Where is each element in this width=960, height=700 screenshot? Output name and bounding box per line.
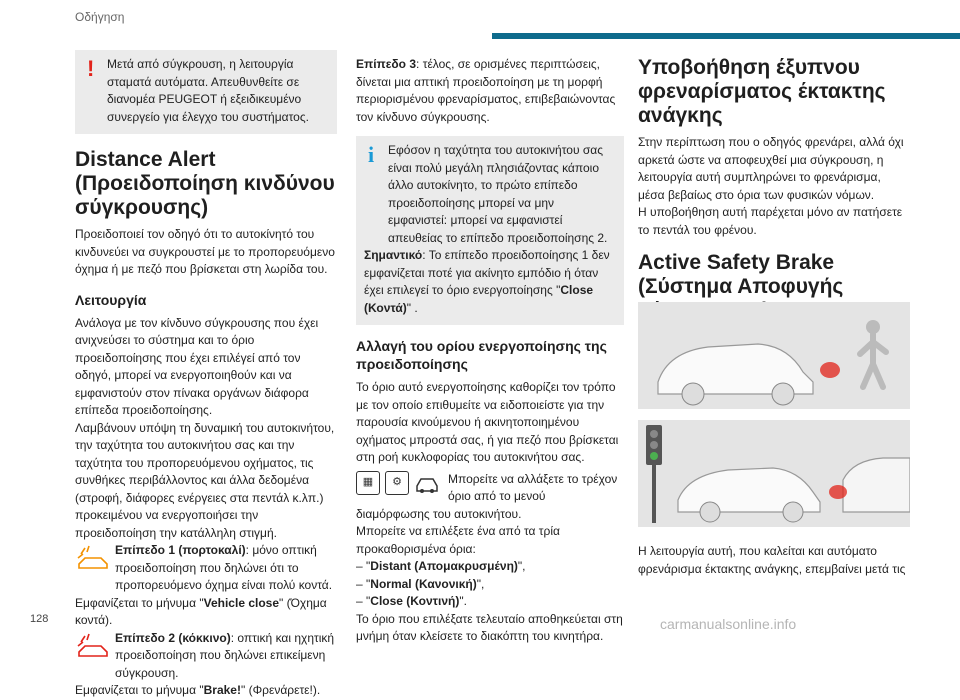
watermark: carmanualsonline.info [660,616,797,632]
settings-icon: ⚙ [385,471,409,495]
option-close [356,593,624,611]
option-normal-label: Normal (Κανονική) [370,576,477,591]
operation-text-1: Ανάλογα με τον κίνδυνο σύγκρουσης που έχει ανιχνεύσει το σύστημα και το όριο προειδοποίησης που έχει επιλέγεί από τον οδηγό, μπορεί να ενεργοποιηθούν και να εμφανιστούν στον πίνακα οργάνων διάφορα επίπεδα προειδοποίησης. [75,315,319,417]
mode-text-2: διαμόρφωσης του αυτοκινήτου. [356,506,522,521]
level-1-item [75,542,337,595]
level-3-title: Επίπεδο 3 [356,57,417,71]
opt-dash-1: – " [356,559,371,573]
operation-heading: Λειτουργία [75,291,147,308]
level-2-msg: Brake! [203,683,241,697]
emergency-brake-assist-heading: Υποβοήθηση έξυπνου φρεναρίσματος έκτακτης ανάγκης [638,56,886,127]
info-close-label: Close (Κοντά) [364,283,594,315]
vehicle-menu-icon: ▦ [356,471,380,495]
info-important-text: : Το επίπεδο προειδοποίησης 1 δεν εμφανίζεται ποτέ για ακίνητο εμπόδιο ή όταν έχει επιλεγεί το όριο ενεργοποίησης " [364,248,610,297]
warning-box [75,50,337,134]
emergency-brake-text-2: Η υποβοήθηση αυτή παρέχεται μόνο αν πατήσετε το πεντάλ του φρένου. [638,205,903,237]
level-2-msg-post: " (Φρενάρετε!). [240,683,321,697]
level-1-text: : μόνο οπτική προειδοποίηση που δηλώνει ότι το προπορευόμενο όχημα είναι πολύ κοντά. [115,543,333,592]
level2-alert-icon [75,632,111,660]
illustration-car-traffic-light [638,420,910,527]
active-safety-brake-heading: Active Safety Brake (Σύστημα Αποφυγής [638,251,844,298]
distance-alert-intro: Προειδοποιεί τον οδηγό ότι το αυτοκίνητό του κινδυνεύει να συγκρουστεί με το προπορευόμενο όχημα ή με πεζό που βρίσκεται στη λωρίδα του. [75,227,335,276]
opt-dash-3: – " [356,594,371,608]
level-2-title: Επίπεδο 2 (κόκκινο) [115,630,231,645]
level-1-msg: Vehicle close [203,595,280,610]
column-2 [356,56,624,646]
level1-alert-icon [75,544,111,572]
level-1-msg-pre: Εμφανίζεται το μήνυμα " [75,595,204,610]
option-distant [356,558,624,576]
mode-text: Μπορείτε να αλλάξετε το τρέχον όριο από το μενού [448,471,618,503]
warning-exclamation-icon: ! [87,56,95,81]
level-1-message [75,595,337,630]
warning-text: Μετά από σύγκρουση, η λειτουργία σταματά αυτόματα. Απευθυνθείτε σε διανομέα PEUGEOT ή εξειδικευμένο συνεργείο για έλεγχο του συστήματος. [107,57,309,124]
car-outline-icon [414,471,440,495]
level-2-item [75,630,337,683]
level-1-title: Επίπεδο 1 (πορτοκαλί) [115,543,246,557]
illustration-car-pedestrian [638,302,910,409]
level-2-text: : οπτική και ηχητική προειδοποίηση που δηλώνει επικείμενη σύγκρουση. [115,630,335,680]
section-header: Οδήγηση [75,10,125,24]
car-pedestrian-drawing [638,302,910,409]
opt-end-1: ", [517,559,526,573]
choose-text: Μπορείτε να επιλέξετε ένα από τα τρία προκαθορισμένα όρια: [356,524,560,556]
operation-text-2: Λαμβάνουν υπόψη τη δυναμική του αυτοκινήτου, την ταχύτητα του αυτοκινήτου σας και την ταχύτητα του προπορευόμενου οχήματος, τις συνθήκες περιβάλλοντος και άλλα δεδομένα (στροφή, διάφορες ενέργειες στα πεντάλ κ.λπ.) προκειμένου να ενεργοποιήσει την προειδοποίηση την κατάλληλη στιγμή. [75,420,335,540]
opt-end-3: ". [459,594,467,608]
level-3-text: : τέλος, σε ορισμένες περιπτώσεις, δίνεται μια απτική προειδοποίηση με τη μορφή περιορισμένου φρεναρίσματος, επιβεβαιώνοντας τον κίνδυνο σύγκρουσης. [356,57,616,124]
info-close-post: " . [406,300,418,315]
info-text: Εφόσον η ταχύτητα του αυτοκινήτου σας είναι πολύ μεγάλη πλησιάζοντας κάποιο άλλο αυτοκίνητο, το πρώτο επίπεδο προειδοποίησης μπορεί να μην εμφανιστεί: μπορεί να εμφανιστεί απευθείας το επίπεδο προειδοποίησης 2. [388,143,608,245]
emergency-brake-text-1: Στην περίπτωση που ο οδηγός φρενάρει, αλλά όχι αρκετά ώστε να αποφευχθεί μια σύγκρουση, η λειτουργία αυτή συμπληρώνει το φρενάρισμα, μέσα βεβαίως στο όρια των φυσικών νόμων. [638,135,904,202]
page-number: 128 [30,613,49,625]
car-traffic-drawing [638,420,910,527]
option-normal [356,576,624,594]
opt-end-2: ", [476,576,485,591]
opt-dash-2: – " [356,576,371,591]
info-box [356,136,624,325]
mode-row [356,471,624,506]
level-1-msg-post: " (Όχημα κοντά). [75,595,327,627]
threshold-heading: Αλλαγή του ορίου ενεργοποίησης της προειδοποίησης [356,338,607,372]
info-important-label: Σημαντικό [364,248,423,262]
memory-text: Το όριο που επιλέξατε τελευταίο αποθηκεύεται στη μνήμη όταν κλείσετε το διακόπτη του κινητήρα. [356,611,623,643]
column-3 [638,56,910,329]
option-distant-label: Distant (Απομακρυσμένη) [370,559,518,573]
option-close-label: Close (Κοντινή) [370,594,460,608]
header-accent-bar [492,33,960,39]
mode-icons [356,471,440,495]
info-important [364,247,616,317]
info-icon: i [368,142,375,167]
threshold-text: Το όριο αυτό ενεργοποίησης καθορίζει τον τρόπο με τον οποίο επιθυμείτε να ειδοποιείστε για την παρουσία κινούμενου ή ακινητοποιημένου οχήματος μπροστά σας, ή για πεζό που βρίσκεται στη ροή κυκλοφορίας του αυτοκινήτου σας. [356,380,619,464]
level-2-message [75,682,337,700]
column-1 [75,50,337,700]
distance-alert-heading: Distance Alert (Προειδοποίηση κινδύνου σύγκρουσης) [75,148,335,219]
level-2-msg-pre: Εμφανίζεται το μήνυμα " [75,683,204,697]
active-safety-brake-text: Η λειτουργία αυτή, που καλείται και αυτόματο φρενάρισμα έκτακτης ανάγκης, επεμβαίνει μετά τις [638,544,906,576]
level-3-paragraph [356,56,624,126]
